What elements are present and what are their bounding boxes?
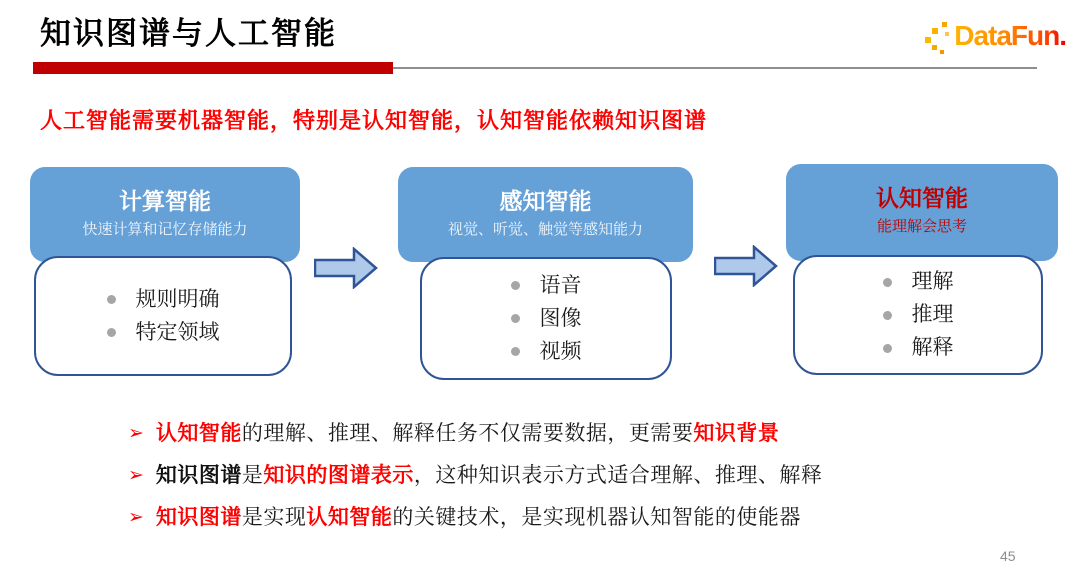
takeaway-line <box>128 504 822 532</box>
arrow-right-icon <box>714 245 778 287</box>
list-item-label: 解释 <box>911 336 954 359</box>
takeaway-text <box>156 420 780 448</box>
feature-list <box>107 286 220 347</box>
header-subtitle: 能理解会思考 <box>876 218 967 235</box>
header-title: 认知智能 <box>876 185 968 211</box>
arrow-bullet-icon: ➢ <box>128 507 144 528</box>
arrow-right-icon <box>314 247 378 289</box>
arrow-bullet-icon: ➢ <box>128 465 144 486</box>
bullet-dot-icon <box>883 311 892 320</box>
page-number: 45 <box>1000 548 1016 564</box>
list-item-label: 语音 <box>539 273 582 297</box>
datafun-logo <box>922 20 1066 56</box>
takeaway-segment: 知识的图谱表示 <box>263 464 414 487</box>
card-computational-intelligence <box>34 256 292 376</box>
list-item <box>883 268 954 296</box>
header-cognitive-intelligence <box>786 164 1058 261</box>
arrow-bullet-icon: ➢ <box>128 423 144 444</box>
list-item <box>883 334 954 362</box>
list-item <box>107 286 220 314</box>
takeaway-line <box>128 420 822 448</box>
list-item-label: 理解 <box>911 270 954 293</box>
list-item <box>883 301 954 329</box>
list-item-label: 特定领域 <box>135 320 220 344</box>
takeaway-segment: 的理解、推理、解释任务不仅需要数据，更需要 <box>241 422 694 445</box>
bullet-dot-icon <box>511 347 520 356</box>
card-perceptual-intelligence <box>420 257 672 380</box>
takeaway-segment: 知识背景 <box>693 422 780 445</box>
page-title: 知识图谱与人工智能 <box>40 16 337 51</box>
takeaway-segment: 是 <box>241 464 264 487</box>
takeaway-segment: ，这种知识表示方式适合理解、推理、解释 <box>413 464 823 487</box>
takeaway-segment: 认知智能 <box>306 506 393 529</box>
card-cognitive-intelligence <box>793 255 1043 375</box>
takeaway-segment: 知识图谱 <box>155 464 242 487</box>
bullet-dot-icon <box>511 314 520 323</box>
header-title: 计算智能 <box>119 188 211 214</box>
header-title: 感知智能 <box>499 188 592 214</box>
takeaway-text <box>156 462 823 490</box>
takeaway-segment: 是实现 <box>241 506 307 529</box>
feature-list <box>511 272 582 366</box>
takeaway-text <box>156 504 801 532</box>
takeaways <box>128 420 822 546</box>
bullet-dot-icon <box>107 328 116 337</box>
bullet-dot-icon <box>511 281 520 290</box>
list-item <box>511 272 582 300</box>
takeaway-line <box>128 462 822 490</box>
bullet-dot-icon <box>107 295 116 304</box>
list-item <box>511 338 582 366</box>
takeaway-segment: 认知智能 <box>155 422 242 445</box>
list-item <box>107 319 220 347</box>
list-item-label: 推理 <box>911 303 954 326</box>
list-item-label: 规则明确 <box>135 287 220 311</box>
list-item-label: 视频 <box>539 339 582 363</box>
bullet-dot-icon <box>883 344 892 353</box>
title-red-bar <box>33 62 393 74</box>
logo-text: DataFun. <box>954 20 1066 51</box>
list-item <box>511 305 582 333</box>
header-subtitle: 视觉、听觉、触觉等感知能力 <box>447 221 643 238</box>
takeaway-segment: 的关键技术，是实现机器认知智能的使能器 <box>392 506 801 529</box>
header-perceptual-intelligence <box>398 167 693 262</box>
bullet-dot-icon <box>883 278 892 287</box>
feature-list <box>883 268 954 362</box>
intro-statement: 人工智能需要机器智能，特别是认知智能，认知智能依赖知识图谱 <box>40 108 708 133</box>
list-item-label: 图像 <box>539 306 582 330</box>
header-subtitle: 快速计算和记忆存储能力 <box>82 221 248 238</box>
title-gray-line <box>393 67 1037 69</box>
takeaway-segment: 知识图谱 <box>155 506 242 529</box>
header-computational-intelligence <box>30 167 300 262</box>
logo-pixels-icon <box>922 20 952 56</box>
